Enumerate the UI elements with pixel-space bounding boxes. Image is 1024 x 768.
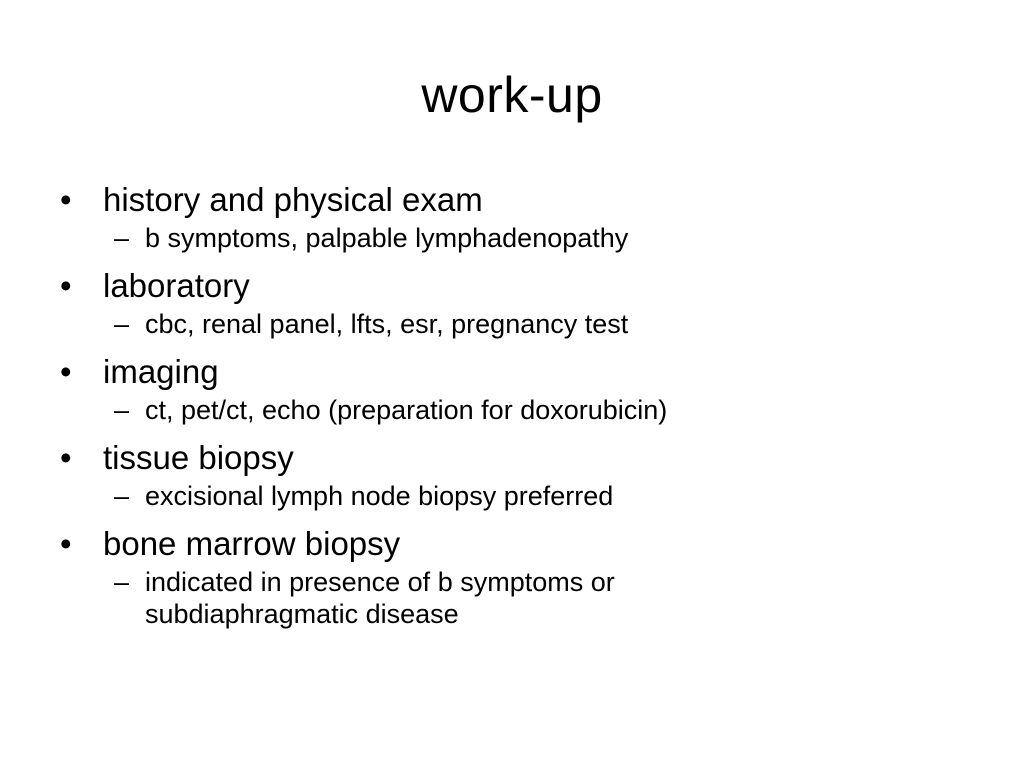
sub-bullet-line [58, 222, 958, 254]
sub-bullet-text: ct, pet/ct, echo (preparation for doxorubicin) [145, 395, 668, 425]
sub-bullet-text: excisional lymph node biopsy preferred [145, 481, 614, 511]
bullet-text: tissue biopsy [103, 439, 294, 476]
sub-bullet-text: indicated in presence of b symptoms or subdiaphragmatic disease [145, 567, 615, 629]
sub-bullet-line [58, 394, 958, 426]
slide-title: work-up [421, 67, 603, 123]
sub-bullet-text: cbc, renal panel, lfts, esr, pregnancy test [145, 309, 629, 339]
bullet-line [58, 264, 958, 308]
bullet-text: imaging [103, 353, 219, 390]
list-item [58, 350, 958, 426]
bullet-icon: • [60, 181, 72, 218]
bullet-icon: • [60, 353, 72, 390]
bullet-icon: • [60, 525, 72, 562]
bullet-text: history and physical exam [103, 181, 483, 218]
list-item [58, 178, 958, 254]
dash-icon: – [114, 395, 130, 425]
dash-icon: – [114, 309, 130, 339]
dash-icon: – [114, 223, 130, 253]
bullet-text: laboratory [103, 267, 250, 304]
sub-bullet-line [58, 480, 958, 512]
dash-icon: – [114, 481, 130, 511]
bullet-line [58, 178, 958, 222]
bullet-line [58, 522, 958, 566]
bullet-line [58, 436, 958, 480]
bullet-icon: • [60, 439, 72, 476]
bullet-text: bone marrow biopsy [103, 525, 401, 562]
sub-bullet-text: b symptoms, palpable lymphadenopathy [145, 223, 629, 253]
list-item [58, 522, 958, 630]
sub-bullet-line [58, 308, 958, 340]
bullet-line [58, 350, 958, 394]
list-item [58, 436, 958, 512]
bullet-icon: • [60, 267, 72, 304]
bullet-list [58, 178, 958, 640]
sub-bullet-line [58, 566, 958, 630]
list-item [58, 264, 958, 340]
dash-icon: – [114, 567, 130, 597]
